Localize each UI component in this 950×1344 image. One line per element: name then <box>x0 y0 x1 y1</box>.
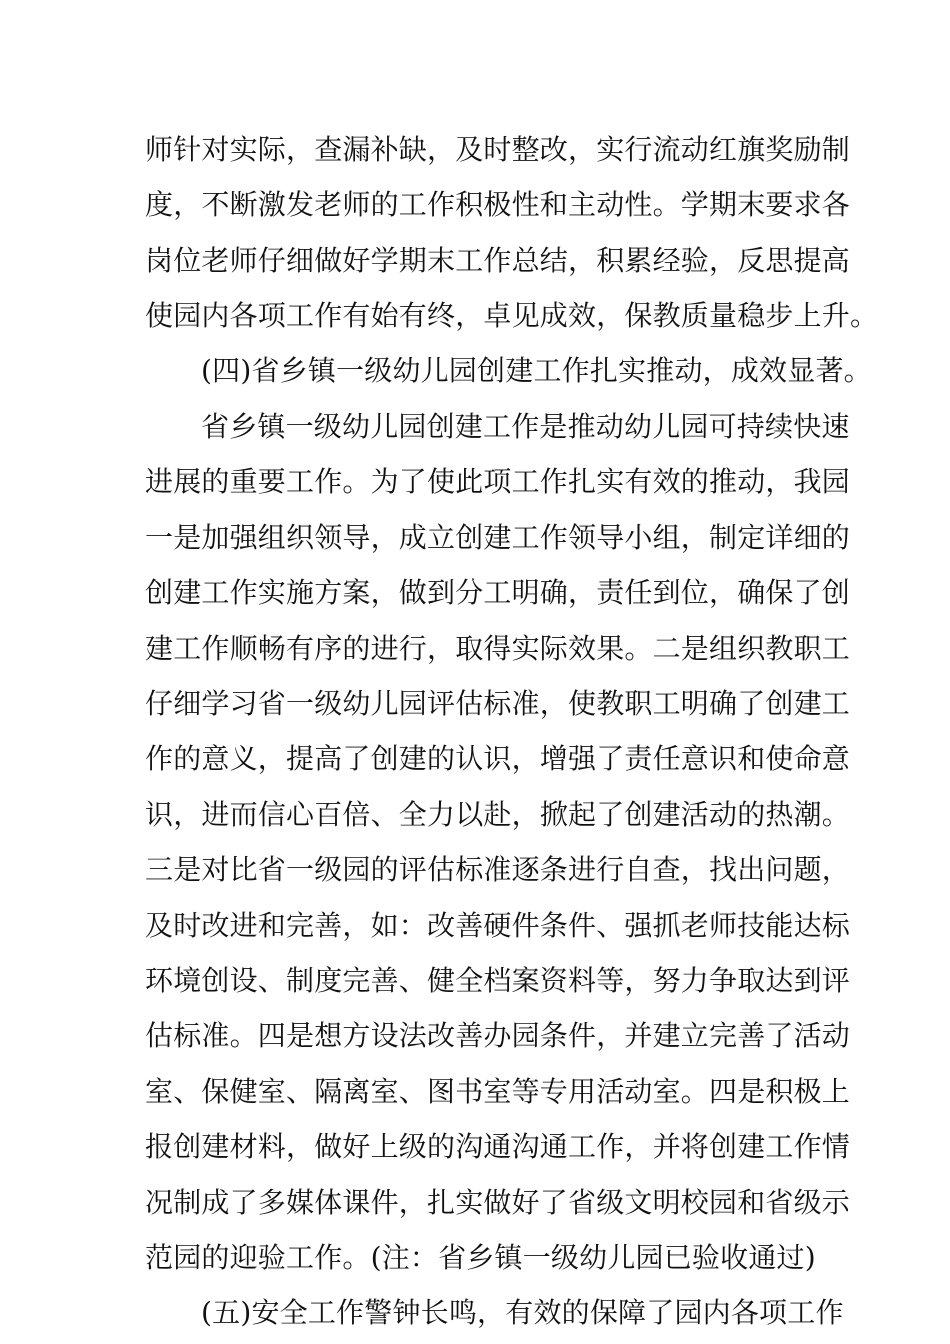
text-line: 及时改进和完善，如：改善硬件条件、强抓老师技能达标 <box>145 909 851 942</box>
text-line: 三是对比省一级园的评估标准逐条进行自查，找出问题， <box>145 853 851 886</box>
text-line: 室、保健室、隔离室、图书室等专用活动室。四是积极上 <box>145 1075 851 1108</box>
paragraph-start: 省乡镇一级幼儿园创建工作是推动幼儿园可持续快速 <box>201 410 850 443</box>
text-line: 环境创设、制度完善、健全档案资料等，努力争取达到评 <box>145 964 851 997</box>
text-line: 作的意义，提高了创建的认识，增强了责任意识和使命意 <box>145 742 851 775</box>
text-line: 报创建材料，做好上级的沟通沟通工作，并将创建工作情 <box>145 1130 851 1163</box>
section-heading: (四)省乡镇一级幼儿园创建工作扎实推动，成效显著。 <box>201 354 872 387</box>
text-line: 岗位老师仔细做好学期末工作总结，积累经验，反思提高 <box>145 244 851 277</box>
text-line: 仔细学习省一级幼儿园评估标准，使教职工明确了创建工 <box>145 687 851 720</box>
text-line: 识，进而信心百倍、全力以赴，掀起了创建活动的热潮。 <box>145 798 851 831</box>
text-line: 建工作顺畅有序的进行，取得实际效果。二是组织教职工 <box>145 632 851 665</box>
text-line: 一是加强组织领导，成立创建工作领导小组，制定详细的 <box>145 521 851 554</box>
text-line: 度，不断激发老师的工作积极性和主动性。学期末要求各 <box>145 188 851 221</box>
text-line: 使园内各项工作有始有终，卓见成效，保教质量稳步上升。 <box>145 299 879 332</box>
section-heading: (五)安全工作警钟长鸣，有效的保障了园内各项工作 <box>201 1296 844 1329</box>
text-line: 师针对实际，查漏补缺，及时整改，实行流动红旗奖励制 <box>145 133 851 166</box>
text-line: 进展的重要工作。为了使此项工作扎实有效的推动，我园 <box>145 465 851 498</box>
text-line: 况制成了多媒体课件，扎实做好了省级文明校园和省级示 <box>145 1186 851 1219</box>
text-line: 估标准。四是想方设法改善办园条件，并建立完善了活动 <box>145 1019 851 1052</box>
text-line: 范园的迎验工作。(注：省乡镇一级幼儿园已验收通过) <box>145 1241 816 1274</box>
text-line: 创建工作实施方案，做到分工明确，责任到位，确保了创 <box>145 576 851 609</box>
